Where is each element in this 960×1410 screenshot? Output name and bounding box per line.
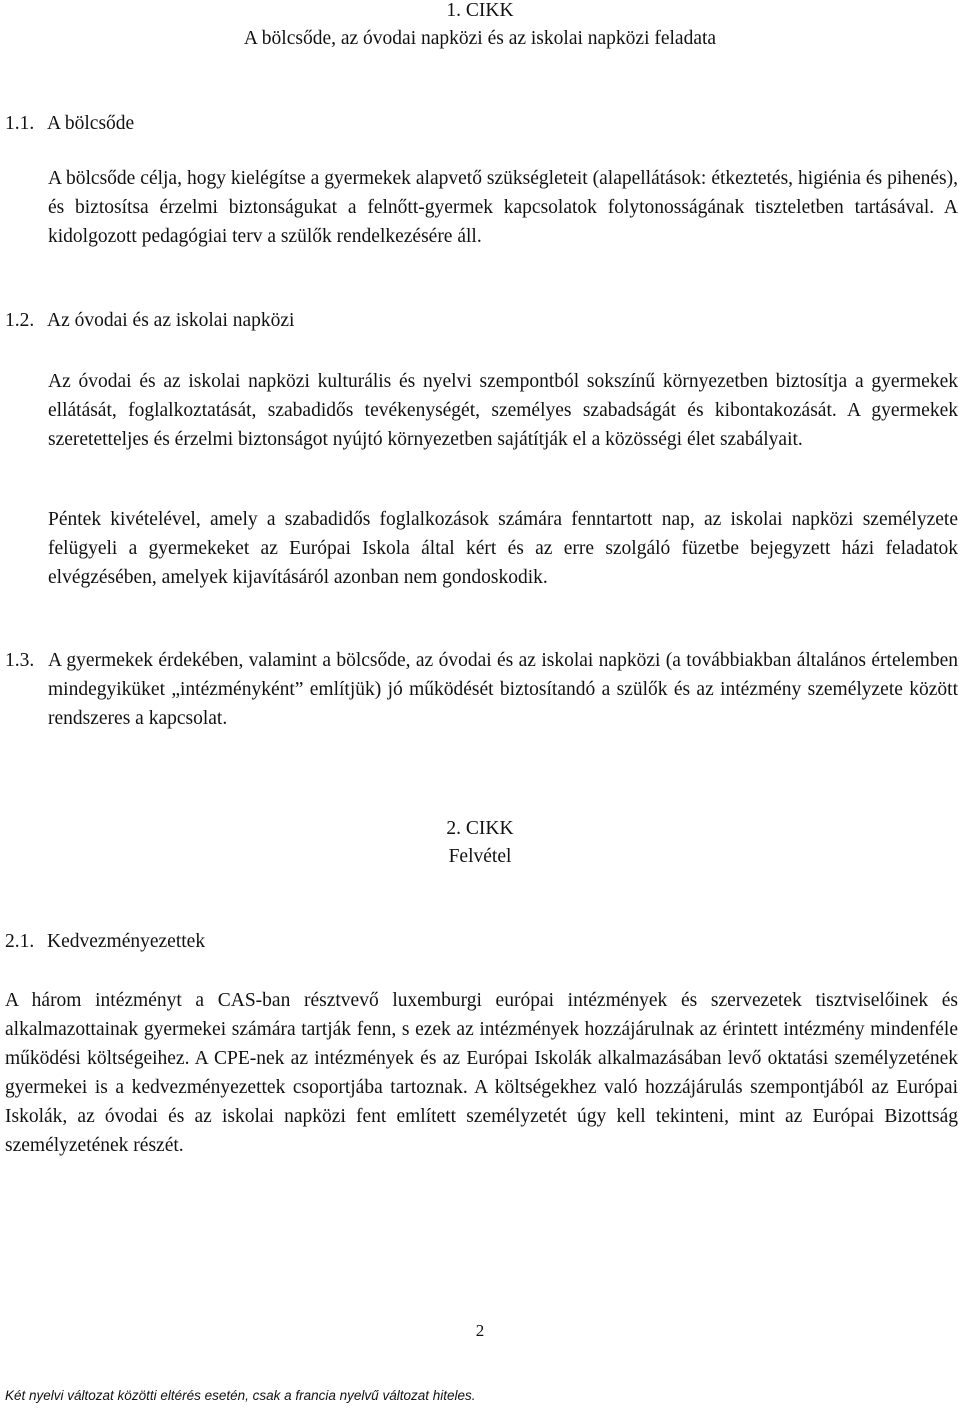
section-1-3-text: A gyermekek érdekében, valamint a bölcsőde, az óvodai és az iskolai napközi (a továbbiakban általános értelemben mindegyiküket „intézményként” említjük) jó működését biztosítandó a szülők és az intézmény személyzete között rendszeres a kapcsolat. (48, 650, 958, 729)
section-title: Az óvodai és az iskolai napközi (47, 310, 295, 331)
article-2-number: 2. CIKK (446, 818, 514, 839)
section-1-1-heading (5, 113, 134, 135)
section-1-2-paragraph-2: Péntek kivételével, amely a szabadidős foglalkozások számára fenntartott nap, az iskolai napközi személyzete felügyeli a gyermekeket az Európai Iskola által kért és az erre szolgáló füzetbe bejegyzett házi feladatok elvégzésében, amelyek kijavításáról azonban nem gondoskodik. (48, 509, 958, 588)
section-title: A bölcsőde (47, 113, 135, 134)
article-2-title: Felvétel (448, 846, 512, 867)
section-number: 1.3. (5, 650, 35, 671)
article-1-title: A bölcsőde, az óvodai napközi és az iskolai napközi feladata (243, 28, 717, 49)
section-number: 1.2. (5, 310, 35, 331)
section-1-1-paragraph: A bölcsőde célja, hogy kielégítse a gyermekek alapvető szükségleteit (alapellátások: étkeztetés, higiénia és pihenés), és biztosítsa érzelmi biztonságukat a felnőtt-gyermek kapcsolatok folytonosságának tiszteletben tartásával. A kidolgozott pedagógiai terv a szülők rendelkezésére áll. (48, 168, 958, 247)
footer-note: Két nyelvi változat közötti eltérés esetén, csak a francia nyelvű változat hiteles. (5, 1388, 476, 1403)
page-number: 2 (475, 1321, 485, 1340)
section-number: 1.1. (5, 113, 35, 134)
section-title: Kedvezményezettek (47, 931, 206, 952)
section-number: 2.1. (5, 931, 35, 952)
article-1-number: 1. CIKK (446, 0, 514, 21)
section-2-1-heading (5, 931, 205, 953)
section-1-2-paragraph-1: Az óvodai és az iskolai napközi kulturális és nyelvi szempontból sokszínű környezetben biztosítja a gyermekek ellátását, foglalkoztatását, szabadidős tevékenységét, személyes szabadságát és kibontakozását. A gyermekek szeretetteljes és érzelmi biztonságot nyújtó környezetben sajátítják el a közösségi élet szabályait. (48, 371, 958, 450)
section-1-2-heading (5, 310, 294, 332)
section-2-1-paragraph: A három intézményt a CAS-ban résztvevő luxemburgi európai intézmények és szervezetek tisztviselőinek és alkalmazottainak gyermekei számára tartják fenn, s ezek az intézmények hozzájárulnak az érintett intézmény mindenféle működési költségeihez. A CPE-nek az intézmények és az Európai Iskolák alkalmazásában levő oktatási személyzetének gyermekei is a kedvezményezettek csoportjába tartoznak. A költségekhez való hozzájárulás szempontjából az Európai Iskolák, az óvodai és az iskolai napközi fent említett személyzetét úgy kell tekinteni, mint az Európai Bizottság személyzetének részét. (5, 990, 958, 1156)
